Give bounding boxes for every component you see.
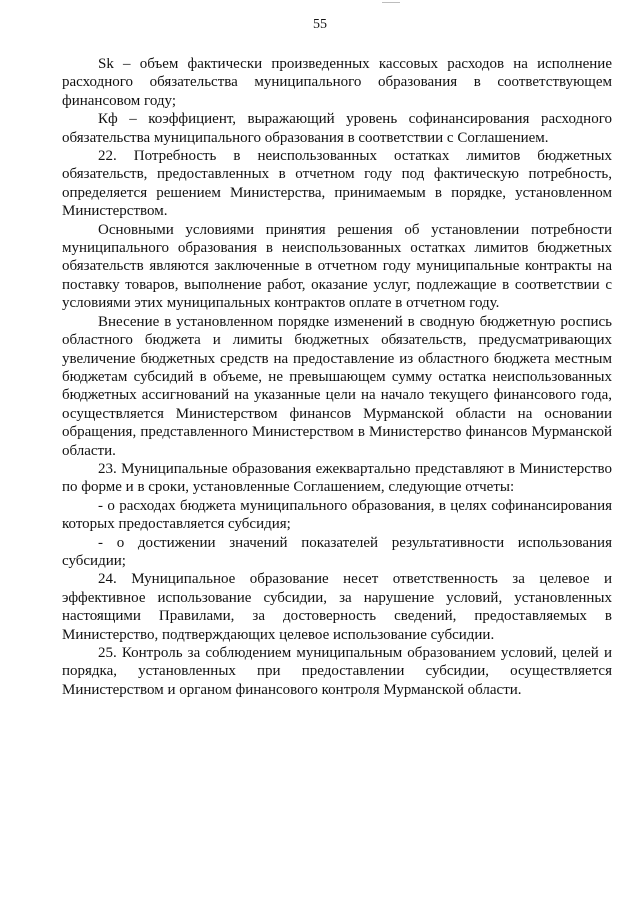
paragraph-23: 23. Муниципальные образования ежеквартально представляют в Министерство по форме и в сроки, установленные Соглашением, следующие отчеты: (62, 460, 612, 496)
paragraph-24: 24. Муниципальное образование несет ответственность за целевое и эффективное использование субсидии, за нарушение условий, установленных настоящими Правилами, за достоверность сведений, предоставляемых в Министерство, подтверждающих целевое использование субсидии. (62, 571, 612, 643)
paragraph-25: 25. Контроль за соблюдением муниципальным образованием условий, целей и порядка, установленных при предоставлении субсидии, осуществляется Министерством и органом финансового контроля Мурманской области. (62, 645, 612, 698)
page-number: 55 (313, 17, 327, 32)
list-item-indicators-report: - о достижении значений показателей результативности использования субсидии; (62, 534, 612, 569)
document-body (62, 55, 612, 699)
paragraph-22: 22. Потребность в неиспользованных остатках лимитов бюджетных обязательств, предоставленных в отчетном году под фактическую потребность, определяется решением Министерства, принимаемым в порядке, установленном Министерством. (62, 148, 612, 220)
paragraph-sk-definition: Sk – объем фактически произведенных кассовых расходов на исполнение расходного обязательства муниципального образования в соответствующем финансовом году; (62, 56, 612, 109)
paragraph-22-conditions: Основными условиями принятия решения об установлении потребности муниципального образования в неиспользованных остатках лимитов бюджетных обязательств являются заключенные в отчетном году муниципальные контракты на поставку товаров, выполнение работ, оказание услуг, подлежащие в соответствии с условиями этих муниципальных контрактов оплате в отчетном году. (62, 221, 612, 312)
paragraph-kf-definition: Кф – коэффициент, выражающий уровень софинансирования расходного обязательства муниципального образования в соответствии с Соглашением. (62, 111, 612, 146)
paragraph-22-budget-changes: Внесение в установленном порядке изменений в сводную бюджетную роспись областного бюджета и лимиты бюджетных обязательств, предусматривающих увеличение бюджетных средств на предоставление из областного бюджета местным бюджетам субсидий в объеме, не превышающем сумму остатка неиспользованных бюджетных ассигнований на указанные цели на начало текущего финансового года, осуществляется Министерством финансов Мурманской области на основании обращения, представленного Министерством в Министерство финансов Мурманской области. (62, 313, 612, 459)
list-item-expenses-report: - о расходах бюджета муниципального образования, в целях софинансирования которых предоставляется субсидия; (62, 497, 612, 533)
scan-mark (382, 2, 400, 3)
